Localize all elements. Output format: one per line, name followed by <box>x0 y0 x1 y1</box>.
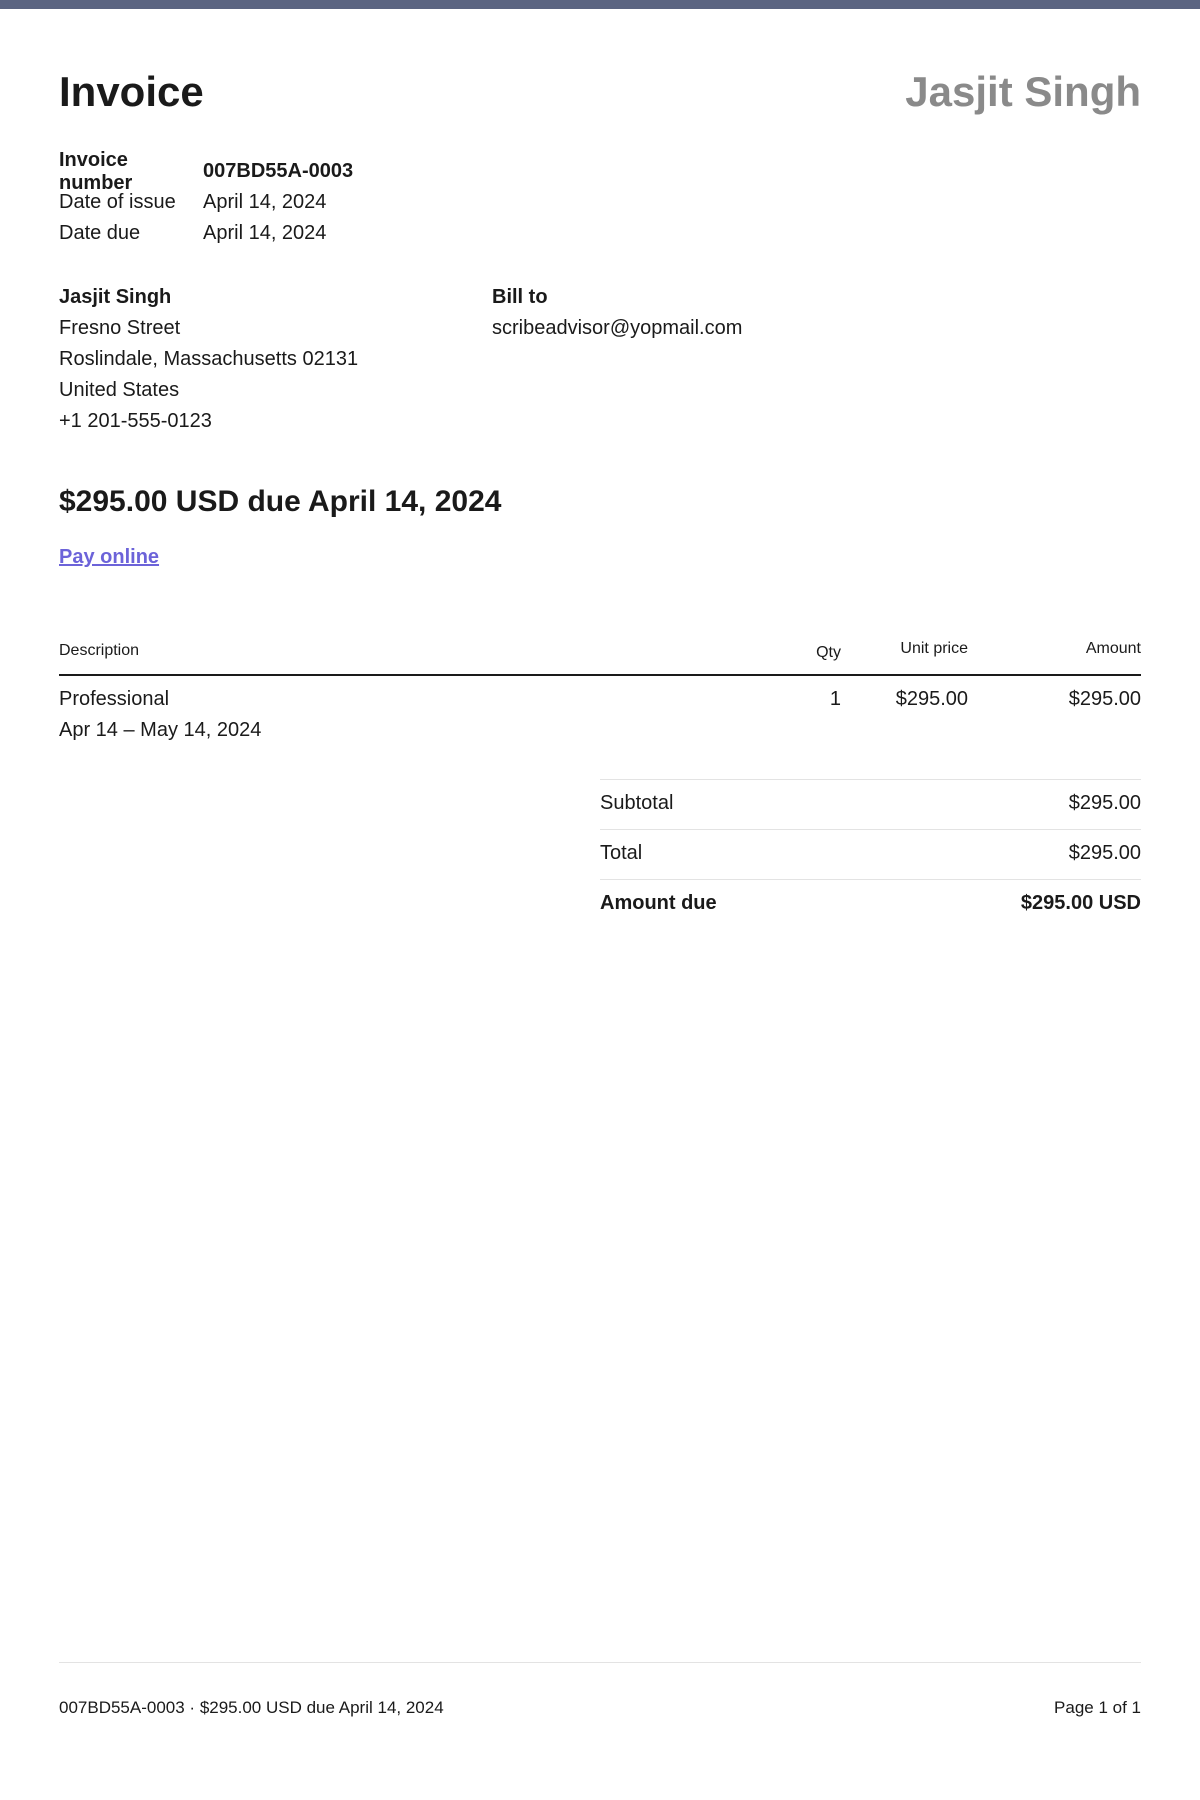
amount-due-headline: $295.00 USD due April 14, 2024 <box>59 485 502 518</box>
page-title: Invoice <box>59 68 204 115</box>
sender-country: United States <box>59 379 180 401</box>
top-accent-bar <box>0 0 1200 9</box>
item-qty: 1 <box>829 688 841 710</box>
table-row <box>59 676 1141 756</box>
date-due-value: April 14, 2024 <box>203 222 327 244</box>
date-of-issue-value: April 14, 2024 <box>203 191 327 213</box>
sender-name: Jasjit Singh <box>59 286 172 308</box>
item-amount: $295.00 <box>1068 688 1141 710</box>
subtotal-row <box>600 779 1141 829</box>
pay-online-link[interactable]: Pay online <box>59 546 160 568</box>
item-period: Apr 14 – May 14, 2024 <box>59 719 262 741</box>
line-items-table <box>59 630 1141 756</box>
date-of-issue-label: Date of issue <box>59 191 176 213</box>
totals-table <box>600 779 1141 929</box>
footer-divider <box>59 1662 1141 1663</box>
date-due-row <box>59 218 353 249</box>
date-of-issue-row <box>59 187 353 218</box>
brand-name: Jasjit Singh <box>905 68 1141 115</box>
header-amount: Amount <box>1085 640 1141 657</box>
total-row <box>600 829 1141 879</box>
invoice-number-label: Invoice number <box>59 148 133 194</box>
sender-address <box>59 282 358 437</box>
sender-city: Roslindale, Massachusetts 02131 <box>59 348 359 370</box>
subtotal-value: $295.00 <box>1068 792 1141 814</box>
total-label: Total <box>600 842 643 864</box>
header-description: Description <box>59 642 140 659</box>
invoice-number-value: 007BD55A-0003 <box>203 160 354 182</box>
amount-due-label: Amount due <box>600 892 717 914</box>
amount-due-value: $295.00 USD <box>1020 892 1141 914</box>
bill-to-email: scribeadvisor@yopmail.com <box>492 317 743 339</box>
amount-due-row <box>600 879 1141 929</box>
item-unit-price: $295.00 <box>895 688 968 710</box>
invoice-number-row <box>59 148 354 194</box>
header-qty: Qty <box>816 644 841 661</box>
sender-phone: +1 201-555-0123 <box>59 410 212 432</box>
item-description: Professional <box>59 688 170 710</box>
sender-street: Fresno Street <box>59 317 181 339</box>
bill-to <box>492 282 742 344</box>
date-due-label: Date due <box>59 222 141 244</box>
subtotal-label: Subtotal <box>600 792 674 814</box>
header-unit-price: Unit price <box>900 640 968 657</box>
total-value: $295.00 <box>1068 842 1141 864</box>
footer-page-number: Page 1 of 1 <box>1054 1698 1141 1717</box>
table-header <box>59 630 1141 676</box>
footer-summary: 007BD55A-0003 · $295.00 USD due April 14, 2024 <box>59 1698 444 1717</box>
invoice-meta <box>59 148 354 249</box>
bill-to-label: Bill to <box>492 286 548 308</box>
